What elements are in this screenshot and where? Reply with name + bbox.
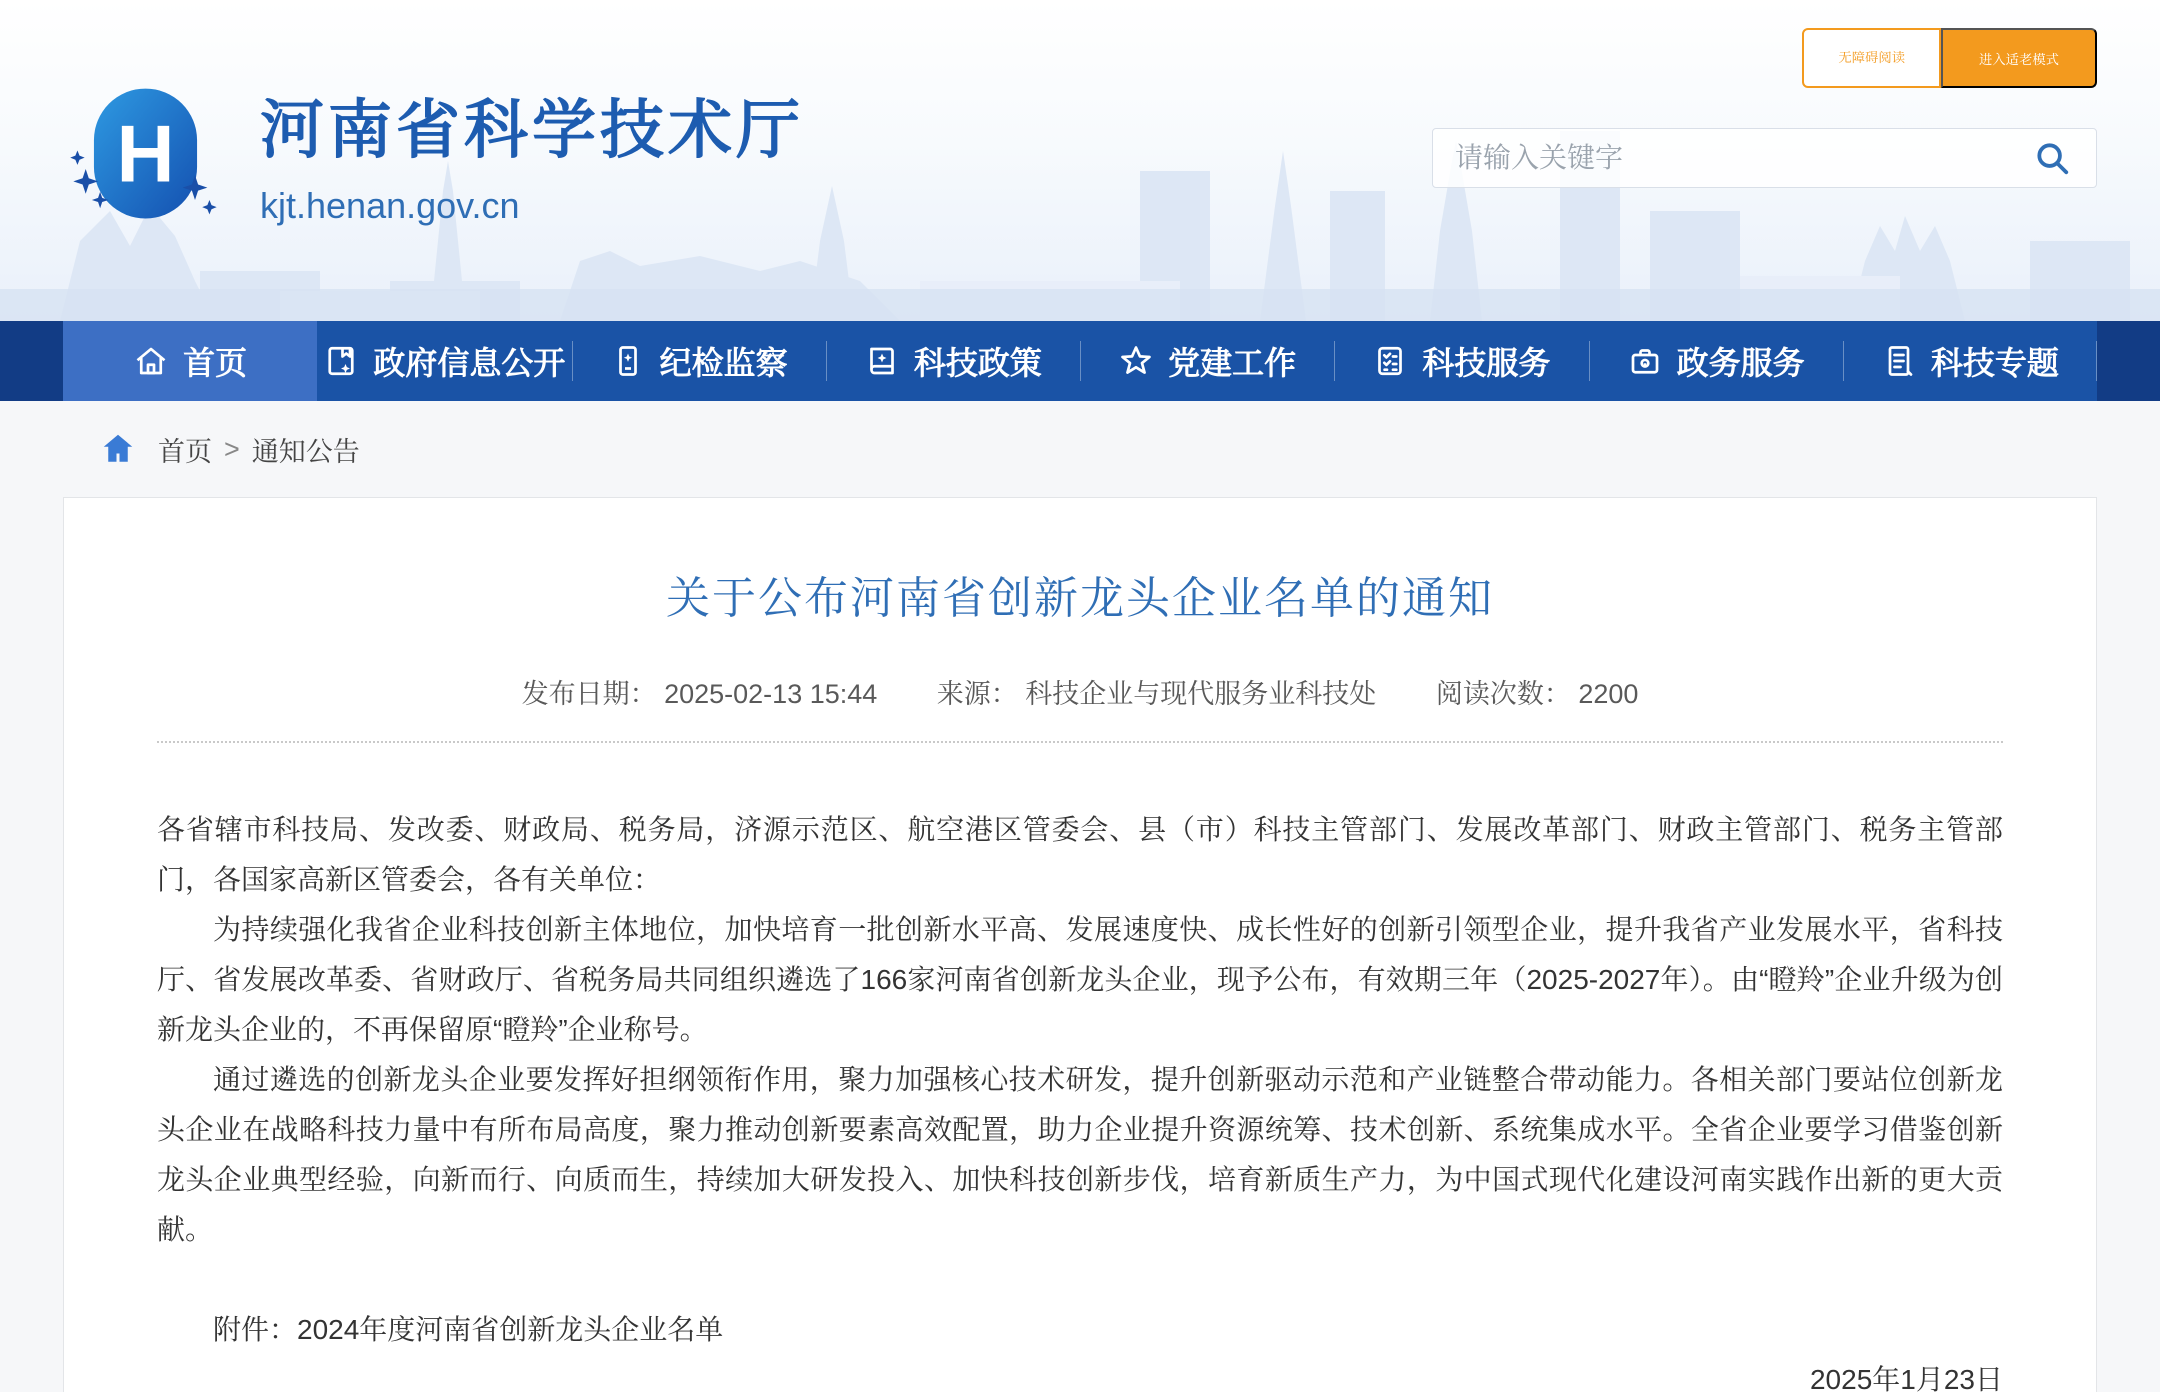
search-icon	[2033, 139, 2071, 177]
search-box	[1432, 128, 2097, 188]
attachment-link[interactable]: 附件：2024年度河南省创新龙头企业名单	[213, 1314, 724, 1345]
publish-date: 发布日期： 2025-02-13 15:44	[521, 679, 878, 709]
tech-service-checklist-icon	[1372, 343, 1408, 379]
special-topic-document-icon	[1881, 343, 1917, 379]
nav-item-party[interactable]	[1080, 321, 1334, 401]
article-date: 2025年1月23日	[1809, 1364, 2003, 1392]
nav-item-gov-info[interactable]	[317, 321, 571, 401]
breadcrumb-home-link[interactable]: 首页	[158, 436, 212, 467]
meta-divider	[157, 741, 2003, 743]
article-source: 来源： 科技企业与现代服务业科技处	[936, 679, 1377, 709]
policy-book-icon	[864, 343, 900, 379]
view-count: 阅读次数： 2200	[1435, 679, 1639, 709]
breadcrumb-separator: >	[224, 433, 240, 464]
site-name: 河南省科学技术厅	[260, 93, 804, 166]
nav-item-policy[interactable]	[826, 321, 1080, 401]
nav-item-gov-service[interactable]	[1589, 321, 1843, 401]
gov-service-briefcase-icon	[1627, 343, 1663, 379]
svg-text:H: H	[116, 109, 175, 200]
article-title: 关于公布河南省创新龙头企业名单的通知	[666, 574, 1494, 623]
nav-item-home[interactable]	[63, 321, 317, 401]
article-body	[157, 805, 2003, 1392]
nav-label: 政务服务	[1676, 345, 1805, 381]
site-logo-icon	[63, 70, 228, 235]
breadcrumb	[0, 401, 2160, 497]
article-paragraph: 通过遴选的创新龙头企业要发挥好担纲领衔作用，聚力加强核心技术研发，提升创新驱动示范和产业链整合带动能力。各相关部门要站位创新龙头企业在战略科技力量中有所布局高度，聚力推动创新要素高效配置，助力企业提升资源统筹、技术创新、系统集成水平。全省企业要学习借鉴创新龙头企业典型经验，向新而行、向质而生，持续加大研发投入、加快科技创新步伐，培育新质生产力，为中国式现代化建设河南实践作出新的更大贡献。	[157, 1064, 2003, 1245]
discipline-inspection-icon	[610, 343, 646, 379]
article-meta	[157, 672, 2003, 711]
nav-label: 党建工作	[1168, 345, 1297, 381]
elder-mode-button[interactable]: 进入适老模式	[1941, 28, 2097, 88]
nav-label: 科技政策	[913, 345, 1042, 381]
nav-item-tech-service[interactable]	[1334, 321, 1588, 401]
nav-label: 政府信息公开	[373, 345, 566, 381]
search-input[interactable]	[1455, 142, 2030, 174]
nav-item-special-topic[interactable]	[1843, 321, 2097, 401]
nav-label: 纪检监察	[659, 345, 788, 381]
nav-label: 首页	[183, 345, 248, 381]
site-url: kjt.henan.gov.cn	[260, 184, 520, 226]
site-title-group	[260, 79, 804, 227]
article-card	[63, 497, 2097, 1392]
party-star-icon	[1118, 343, 1154, 379]
main-nav	[0, 321, 2160, 401]
article-paragraph: 为持续强化我省企业科技创新主体地位，加快培育一批创新水平高、发展速度快、成长性好的创新引领型企业，提升我省产业发展水平，省科技厅、省发展改革委、省财政厅、省税务局共同组织遴选了166家河南省创新龙头企业，现予公布，有效期三年（2025-2027年）。由“瞪羚”企业升级为创新龙头企业的，不再保留原“瞪羚”企业称号。	[157, 914, 2003, 1045]
article-paragraph: 各省辖市科技局、发改委、财政局、税务局，济源示范区、航空港区管委会、县（市）科技主管部门、发展改革部门、财政主管部门、税务主管部门，各国家高新区管委会，各有关单位：	[157, 814, 2003, 895]
gov-info-icon	[323, 343, 359, 379]
nav-label: 科技服务	[1422, 345, 1551, 381]
accessibility-bar	[1802, 28, 2097, 88]
site-header	[0, 0, 2160, 321]
site-logo-block[interactable]	[63, 70, 804, 235]
accessible-reading-button[interactable]: 无障碍阅读	[1802, 28, 1941, 88]
home-icon	[133, 343, 169, 379]
nav-item-discipline[interactable]	[572, 321, 826, 401]
nav-label: 科技专题	[1930, 345, 2059, 381]
search-button[interactable]	[2030, 136, 2074, 180]
breadcrumb-home-icon	[100, 431, 136, 467]
breadcrumb-current[interactable]: 通知公告	[251, 436, 360, 467]
